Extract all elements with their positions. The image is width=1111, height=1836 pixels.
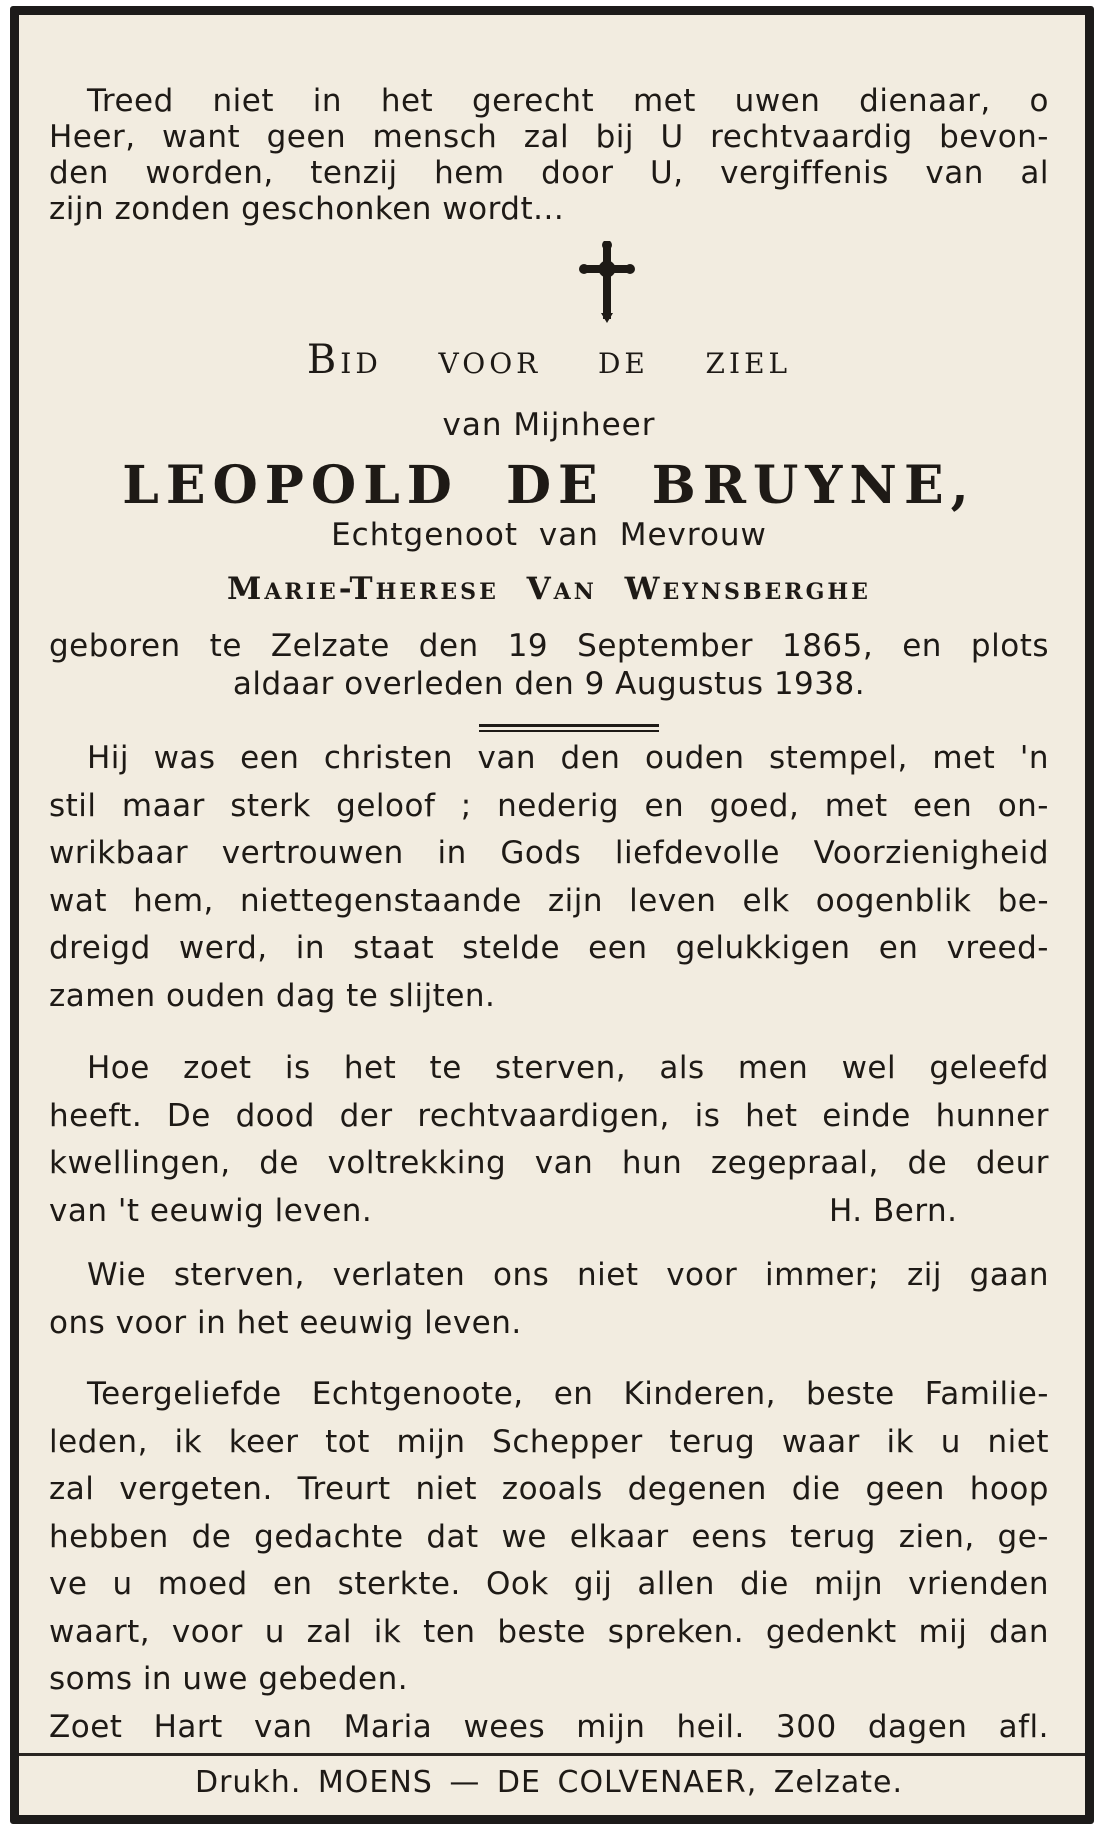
- birth-death-details: [49, 627, 1049, 703]
- text-line: leden, ik keer tot mijn Schepper terug waar ik u niet: [49, 1423, 1049, 1460]
- text-line: heeft. De dood der rechtvaardigen, is het einde hunner: [49, 1097, 1049, 1134]
- divider-rule: [479, 724, 659, 727]
- epigraph: [49, 83, 1049, 227]
- text-line: stil maar sterk geloof ; nederig en goed, met een on-: [49, 787, 1049, 824]
- paragraph-quote: [49, 1045, 1049, 1235]
- text-line: wrikbaar vertrouwen in Gods liefdevolle Voorzienigheid: [49, 835, 1049, 871]
- deceased-name: LEOPOLD DE BRUYNE,: [122, 455, 976, 516]
- epigraph-line: Treed niet in het gerecht met uwen dienaar, o: [87, 83, 1049, 119]
- card-content: [49, 15, 1049, 1815]
- cross-icon: [579, 241, 635, 323]
- text-line: Wie sterven, verlaten ons niet voor immer; zij gaan: [87, 1257, 1049, 1293]
- text-line: waart, voor u zal ik ten beste spreken. gedenkt mij dan: [49, 1613, 1049, 1650]
- paragraph-character: [49, 735, 1049, 1020]
- text-line: Hij was een christen van den ouden stempel, met 'n: [87, 740, 1049, 776]
- text-line: zal vergeten. Treurt niet zooals degenen die geen hoop: [49, 1471, 1049, 1507]
- divider-rule: [479, 730, 659, 732]
- text-line: [49, 1188, 1049, 1236]
- footer-rule: [19, 1753, 1085, 1756]
- text-line: ons voor in het eeuwig leven.: [49, 1304, 522, 1341]
- text-line: hebben de gedachte dat we elkaar eens terug zien, ge-: [49, 1518, 1049, 1555]
- memorial-card: [10, 6, 1094, 1824]
- spouse-name: Marie-Therese Van Weynsberghe: [227, 571, 871, 607]
- paragraph-farewell: [49, 1371, 1049, 1751]
- printer-credit: Drukh. MOENS — DE COLVENAER, Zelzate.: [194, 1765, 904, 1800]
- text-line: wat hem, niettegenstaande zijn leven elk oogenblik be-: [49, 882, 1049, 919]
- text-line: soms in uwe gebeden.: [49, 1661, 409, 1697]
- indulgence-line: Zoet Hart van Maria wees mijn heil. 300 dagen afl.: [49, 1708, 1049, 1745]
- epigraph-line: Heer, want geen mensch zal bij U rechtvaardig bevon-: [49, 119, 1049, 155]
- epigraph-line: den worden, tenzij hem door U, vergiffenis van al: [49, 155, 1049, 191]
- quote-end: van 't eeuwig leven.: [49, 1192, 373, 1229]
- death-line: aldaar overleden den 9 Augustus 1938.: [232, 666, 866, 702]
- text-line: Teergeliefde Echtgenoote, en Kinderen, beste Familie-: [87, 1376, 1049, 1412]
- text-line: Hoe zoet is het te sterven, als men wel geleefd: [87, 1050, 1049, 1086]
- prayer-title: Bid voor de ziel: [306, 337, 792, 383]
- quote-author: H. Bern.: [829, 1192, 958, 1229]
- text-line: kwellingen, de voltrekking van hun zegepraal, de deur: [49, 1145, 1049, 1181]
- text-line: zamen ouden dag te slijten.: [49, 977, 496, 1014]
- text-line: dreigd werd, in staat stelde een gelukkigen en vreed-: [49, 930, 1049, 966]
- paragraph-eternal-life: [49, 1252, 1049, 1347]
- van-mijnheer: van Mijnheer: [442, 407, 656, 443]
- epigraph-line: zijn zonden geschonken wordt...: [49, 191, 565, 227]
- text-line: ve u moed en sterkte. Ook gij allen die mijn vrienden: [49, 1566, 1049, 1602]
- spouse-intro: Echtgenoot van Mevrouw: [331, 517, 767, 553]
- birth-line: geboren te Zelzate den 19 September 1865, en plots: [49, 628, 1049, 664]
